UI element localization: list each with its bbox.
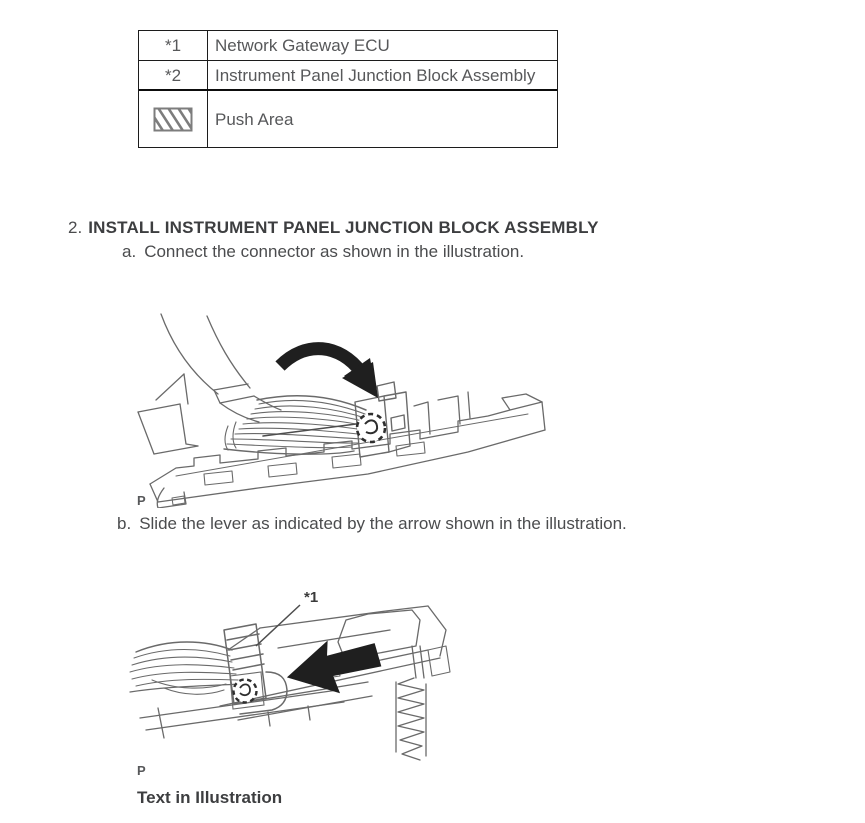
table-cell-key [139,31,208,60]
left-arrow-icon [282,633,384,701]
figure-slide-lever [128,580,548,770]
legend-value-3: Push Area [215,109,294,129]
table-row [139,91,557,147]
figure2-callout-label: *1 [304,589,319,606]
substep-a [122,242,524,262]
table-cell-value [208,91,557,147]
table-cell-key [139,61,208,89]
legend-key-1: *1 [164,36,182,55]
push-area-hatch-icon [153,107,193,132]
legend-key-2: *2 [164,65,182,85]
legend-value-1: Network Gateway ECU [215,36,390,55]
table-cell-value [208,31,557,60]
step-heading [68,218,599,238]
table-cell-key [139,91,208,147]
figure-connect-connector [128,306,548,508]
substep-b [117,514,627,534]
substep-b-text: Slide the lever as indicated by the arrow shown in the illustration. [139,514,627,533]
table-row [139,61,557,91]
substep-a-label: a. [122,242,137,261]
substep-a-text: Connect the connector as shown in the illustration. [144,242,525,261]
figure2-marker: P [137,763,146,778]
legend-table [138,30,558,148]
connector-dial-icon [357,414,385,442]
step-title: INSTALL INSTRUMENT PANEL JUNCTION BLOCK ASSEMBLY [88,218,599,237]
table-row [139,31,557,61]
legend-value-2: Instrument Panel Junction Block Assembly [215,65,536,85]
figure1-marker: P [137,493,146,508]
table-cell-value [208,61,557,89]
substep-b-label: b. [117,514,132,533]
step-number: 2. [68,218,83,237]
text-in-illustration-heading: Text in Illustration [137,788,283,807]
curved-arrow-icon [280,349,378,398]
